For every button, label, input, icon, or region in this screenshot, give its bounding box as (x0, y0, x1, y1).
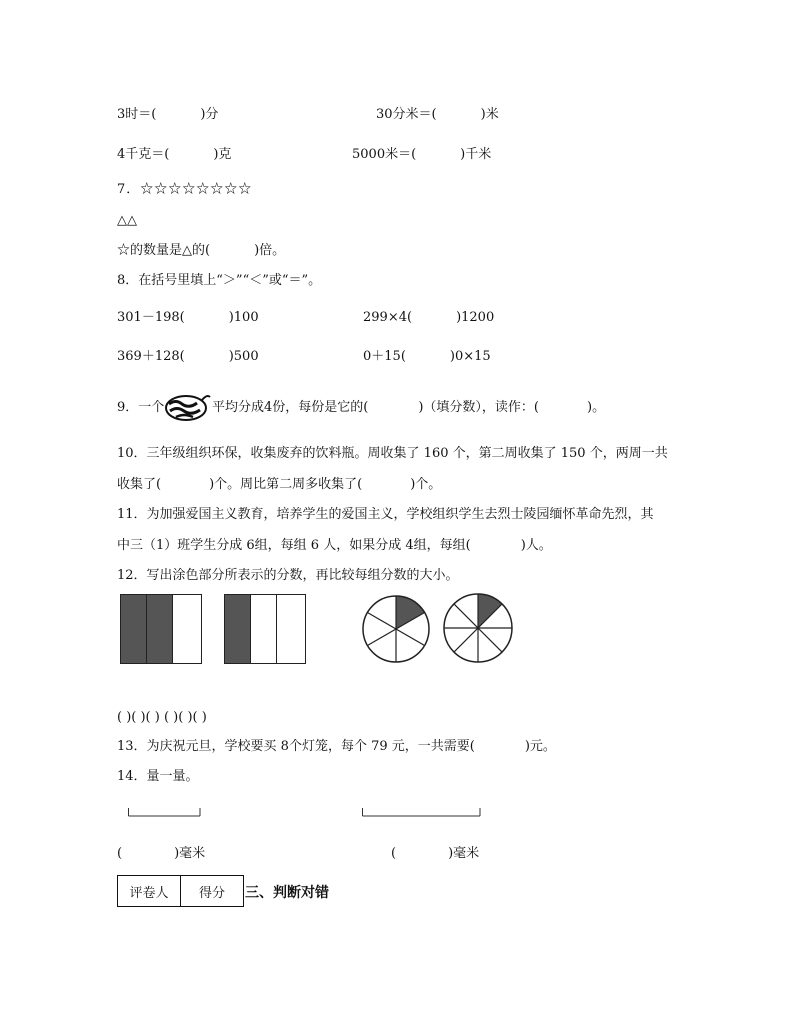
fraction-circle-eighths (441, 591, 515, 665)
q13-right: )元。 (524, 739, 556, 754)
q7-prompt-left: ☆的数量是△的( (117, 243, 211, 258)
q11-line2 (117, 538, 552, 554)
q10-line1: 10．三年级组织环保，收集废弃的饮料瓶。周收集了 160 个，第二周收集了 150 个，两周一共 (117, 446, 668, 461)
conversion-right: )千米 (460, 147, 492, 162)
q10-left: 收集了( (117, 477, 162, 492)
conversion-left: 4千克＝( (117, 147, 170, 162)
q12-prompt: 12．写出涂色部分所表示的分数，再比较每组分数的大小。 (117, 568, 459, 583)
q9-end: )。 (587, 400, 606, 415)
compare-item (363, 310, 494, 326)
q9-middle: 平均分成4份，每份是它的( (212, 400, 369, 415)
compare-item (117, 349, 259, 365)
compare-right: )0×15 (449, 349, 491, 364)
fraction-bar-b (224, 594, 306, 664)
compare-right: )100 (228, 310, 259, 325)
watermelon-icon (164, 388, 212, 424)
q14-left: ( (117, 846, 123, 861)
compare-left: 299×4( (363, 310, 413, 325)
conversion-right: )米 (480, 107, 499, 122)
q7-triangles: △△ (117, 213, 137, 228)
conversion-item (376, 107, 499, 123)
conversion-item (117, 107, 218, 123)
bar-part-shaded (146, 594, 174, 664)
q13-left: 13．为庆祝元旦，学校要买 8个灯笼，每个 79 元，一共需要( (117, 739, 475, 754)
compare-left: 301－198( (117, 310, 185, 325)
compare-left: 0＋15( (363, 349, 406, 364)
compare-item (363, 349, 491, 365)
bar-part (276, 594, 306, 664)
q14-left: ( (391, 846, 397, 861)
q10-line2 (117, 477, 441, 493)
circle-sector-shaded (478, 594, 502, 628)
bar-part (172, 594, 202, 664)
q7-prompt-right: )倍。 (254, 243, 286, 258)
q14-answer (117, 846, 205, 862)
q9-prefix: 9．一个 (117, 400, 165, 415)
conversion-left: 3时＝( (117, 107, 157, 122)
q12-answer-row[interactable]: ( )( )( ) ( )( )( ) (117, 710, 207, 725)
bar-part-shaded (224, 594, 252, 664)
q10-mid: )个。周比第二周多收集了( (209, 477, 363, 492)
bar-part-shaded (120, 594, 148, 664)
q11-right: )人。 (520, 538, 552, 553)
conversion-left: 5000米＝( (352, 147, 417, 162)
section-title: 三、判断对错 (245, 885, 329, 901)
ruler-segment-short (128, 808, 202, 818)
fraction-circle-sixths (360, 593, 432, 665)
q9-after-blank: )（填分数），读作：( (418, 400, 539, 415)
q7-stars: 7．☆☆☆☆☆☆☆☆ (117, 182, 253, 197)
compare-left: 369＋128( (117, 349, 185, 364)
q11-left: 中三（1）班学生分成 6组，每组 6 人，如果分成 4组，每组( (117, 538, 471, 553)
q8-prompt: 8．在括号里填上“＞”“＜”或“＝”。 (117, 273, 322, 288)
ruler-segment-long (362, 808, 482, 818)
grader-cell: 评卷人 (118, 876, 181, 907)
conversion-right: )分 (200, 107, 219, 122)
score-cell: 得分 (181, 876, 244, 907)
conversion-item (352, 147, 491, 163)
q7-prompt (117, 243, 285, 259)
q14-right: )毫米 (174, 846, 206, 861)
fraction-bar-a (120, 594, 202, 664)
conversion-left: 30分米＝( (376, 107, 437, 122)
bar-part (250, 594, 278, 664)
q10-right: )个。 (410, 477, 442, 492)
conversion-item (117, 147, 231, 163)
compare-item (117, 310, 259, 326)
compare-right: )1200 (456, 310, 495, 325)
q11-line1: 11．为加强爱国主义教育，培养学生的爱国主义，学校组织学生去烈士陵园缅怀革命先烈，其 (117, 507, 654, 522)
q14-right: )毫米 (448, 846, 480, 861)
conversion-right: )克 (213, 147, 232, 162)
circle-sector-shaded (396, 596, 425, 629)
compare-right: )500 (228, 349, 259, 364)
q9-text (212, 400, 605, 416)
grading-table (117, 875, 244, 907)
q14-answer (391, 846, 479, 862)
q14-prompt: 14．量一量。 (117, 769, 199, 784)
q13-line (117, 739, 556, 755)
